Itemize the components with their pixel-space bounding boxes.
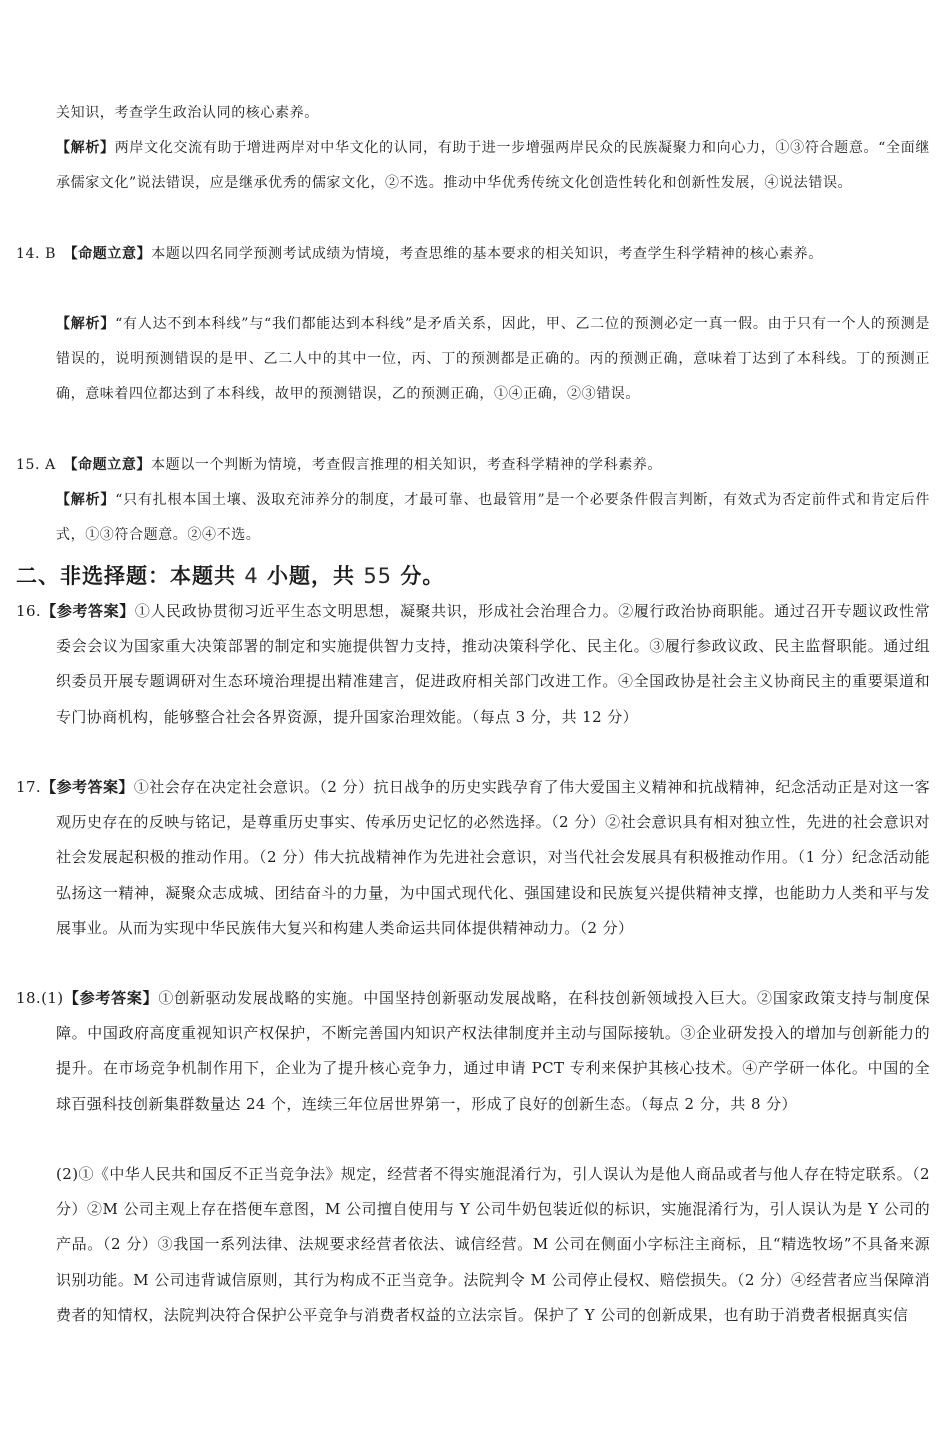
question-number: 18. <box>16 989 42 1007</box>
answer-text: ①社会存在决定社会意识。（2 分）抗日战争的历史实践孕育了伟大爱国主义精神和抗战精神，纪念活动正是对这一客观历史存在的反映与铭记，是尊重历史事实、传承历史记忆的必然选择。（2 分）②社会意识具有相对独立性，先进的社会意识对社会发展起积极的推动作用。（2 分）伟大抗战精神作为先进社会意识，对当代社会发展具有积极推动作用。（1 分）纪念活动能弘扬这一精神，凝聚众志成城、团结奋斗的力量，为中国式现代化、强国建设和民族复兴提供精神支撑，也能助力人类和平与发展事业。从而为实现中华民族伟大复兴和构建人类命运共同体提供精神动力。（2 分） <box>56 778 930 937</box>
total-score: 55 <box>363 564 393 588</box>
section-heading-suffix: 分。 <box>392 564 445 588</box>
q17-answer <box>16 770 930 946</box>
answer-text: ①创新驱动发展战略的实施。中国坚持创新驱动发展战略，在科技创新领域投入巨大。②国家政策支持与制度保障。中国政府高度重视知识产权保护，不断完善国内知识产权法律制度并主动与国际接轨。③企业研发投入的增加与创新能力的提升。在市场竞争机制作用下，企业为了提升核心竞争力，通过申请 PCT 专利来保护其核心技术。④产学研一体化。中国的全球百强科技创新集群数量达 24 个，连续三年位居世界第一，形成了良好的创新生态。（每点 2 分，共 8 分） <box>56 989 931 1113</box>
analysis-label: 【解析】 <box>56 140 115 156</box>
q16-answer <box>16 594 930 735</box>
section-heading-middle: 小题，共 <box>258 564 364 588</box>
question-number: 14. B <box>16 246 71 262</box>
analysis-label: 【解析】 <box>56 492 116 508</box>
section-heading <box>16 560 444 590</box>
q18-part1-answer <box>16 981 930 1122</box>
part-number: (1) <box>41 989 64 1007</box>
intent-text: 本题以四名同学预测考试成绩为情境，考查思维的基本要求的相关知识，考查学生科学精神的核心素养。 <box>151 246 823 262</box>
intent-label: 【命题立意】 <box>70 457 152 473</box>
analysis-text: 两岸文化交流有助于增进两岸对中华文化的认同，有助于进一步增强两岸民众的民族凝聚力和向心力，①③符合题意。“全面继承儒家文化”说法错误，应是继承优秀的儒家文化，②不选。推动中华优秀传统文化创造性转化和创新性发展，④说法错误。 <box>56 140 930 192</box>
analysis-label: 【解析】 <box>56 316 116 332</box>
answer-label: 【参考答案】 <box>41 602 135 620</box>
answer-label: 【参考答案】 <box>63 989 159 1007</box>
analysis-text: “有人达不到本科线”与“我们都能达到本科线”是矛盾关系，因此，甲、乙二位的预测必定一真一假。由于只有一个人的预测是错误的，说明预测错误的是甲、乙二人中的其中一位，丙、丁的预测都是正确的。丙的预测正确，意味着丁达到了本科线。丁的预测正确，意味着四位都达到了本科线，故甲的预测错误，乙的预测正确，①④正确，②③错误。 <box>56 316 930 403</box>
intent-label: 【命题立意】 <box>70 246 152 262</box>
q15-analysis <box>56 483 930 553</box>
q14-intent <box>16 237 930 272</box>
answer-label: 【参考答案】 <box>41 778 134 796</box>
answer-text: ①人民政协贯彻习近平生态文明思想，凝聚共识，形成社会治理合力。②履行政治协商职能。通过召开专题议政性常委会会议为国家重大决策部署的制定和实施提供智力支持，推动决策科学化、民主化。③履行参政议政、民主监督职能。通过组织委员开展专题调研对生态环境治理提出精准建言，促进政府相关部门改进工作。④全国政协是社会主义协商民主的重要渠道和专门协商机构，能够整合社会各界资源，提升国家治理效能。（每点 3 分，共 12 分） <box>56 602 931 726</box>
section-heading-prefix: 二、非选择题：本题共 <box>16 564 245 588</box>
question-number: 17. <box>16 778 42 796</box>
q13-analysis <box>56 131 930 201</box>
question-number: 15. A <box>16 457 71 473</box>
q18-part2-answer: (2)①《中华人民共和国反不正当竞争法》规定，经营者不得实施混淆行为，引人误认为是他人商品或者与他人存在特定联系。（2 分）②M 公司主观上存在搭便车意图，M 公司擅自使用与 Y 公司牛奶包装近似的标识，实施混淆行为，引人误认为是 Y 公司的产品。（2 分）③我国一系列法律、法规要求经营者依法、诚信经营。M 公司在侧面小字标注主商标，且“精选牧场”不具备来源识别功能。M 公司违背诚信原则，其行为构成不正当竞争。法院判令 M 公司停止侵权、赔偿损失。（2 分）④经营者应当保障消费者的知情权，法院判决符合保护公平竞争与消费者权益的立法宗旨。保护了 Y 公司的创新成果，也有助于消费者根据真实信 <box>56 1165 930 1324</box>
analysis-text: “只有扎根本国土壤、汲取充沛养分的制度，才最可靠、也最管用”是一个必要条件假言判断，有效式为否定前件式和肯定后件式，①③符合题意。②④不选。 <box>56 492 930 544</box>
q15-intent <box>16 448 930 483</box>
question-count: 4 <box>244 564 259 588</box>
question-number: 16. <box>16 602 42 620</box>
q14-analysis <box>56 307 930 413</box>
intent-text: 本题以一个判断为情境，考查假言推理的相关知识，考查科学精神的学科素养。 <box>151 457 663 473</box>
text-line-continuation: 关知识，考查学生政治认同的核心素养。 <box>56 105 319 121</box>
